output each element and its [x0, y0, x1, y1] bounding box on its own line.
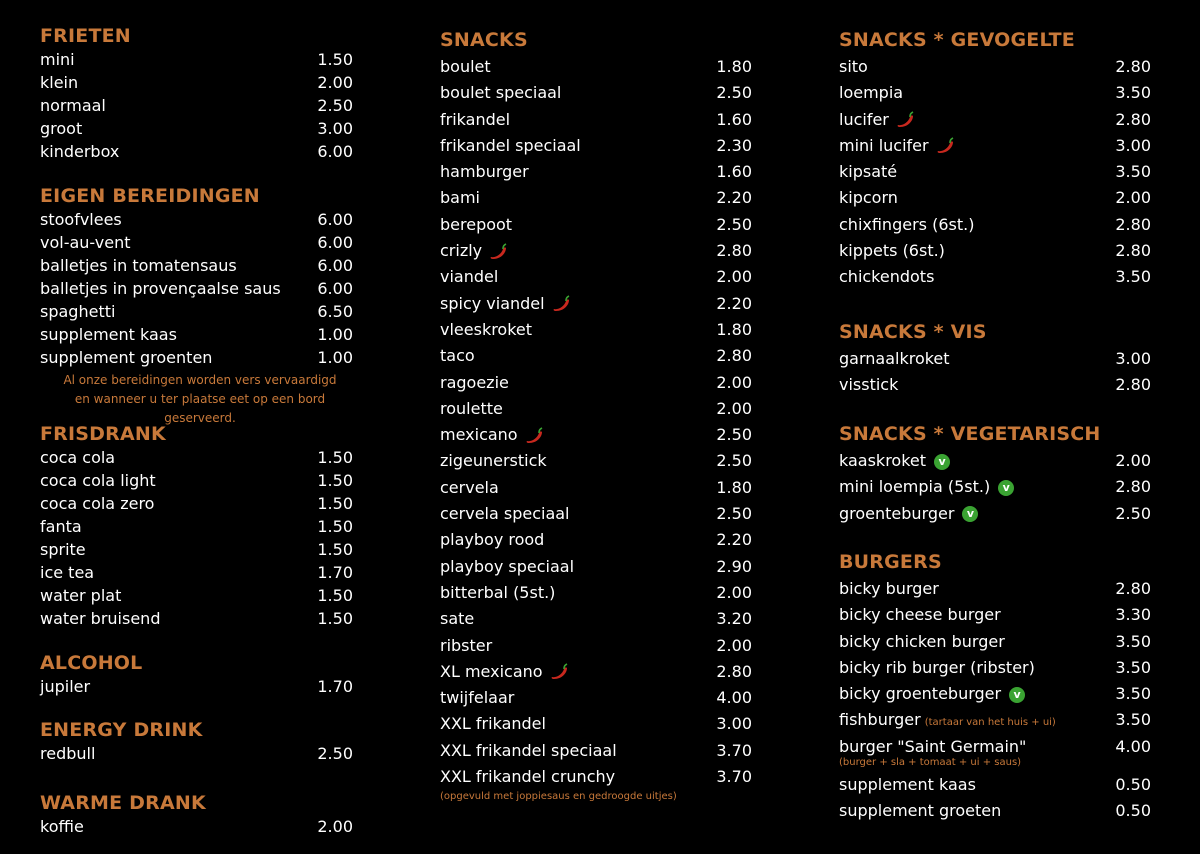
item-price: 2.00 — [716, 398, 752, 418]
menu-item — [440, 317, 760, 343]
menu-item — [40, 675, 360, 698]
menu-item — [40, 117, 360, 140]
menu-item — [40, 538, 360, 561]
item-price: 1.50 — [317, 586, 353, 605]
menu-item — [839, 346, 1159, 372]
item-price: 2.80 — [716, 661, 752, 681]
item-price: 3.30 — [1115, 605, 1151, 625]
item-subtext: (tartaar van het huis + ui) — [924, 717, 1056, 729]
item-name: cervela — [440, 477, 499, 497]
item-price: 2.50 — [716, 425, 752, 445]
section-title: WARME DRANK — [40, 792, 206, 814]
item-name: boulet speciaal — [440, 83, 562, 103]
vegetarian-icon: v — [962, 506, 978, 522]
item-name: lucifer — [839, 107, 915, 133]
item-name: bicky burger — [839, 579, 939, 598]
item-price: 3.50 — [1115, 657, 1151, 677]
menu-item — [440, 685, 760, 711]
item-name: supplement groenten — [40, 348, 213, 367]
item-price: 1.00 — [317, 348, 353, 367]
section-warme-drank — [40, 791, 360, 838]
item-name: XL mexicano — [440, 659, 569, 685]
menu-item — [839, 80, 1159, 106]
item-name: kinderbox — [40, 142, 120, 161]
item-price: 2.00 — [1115, 451, 1151, 470]
item-price: 3.50 — [1115, 83, 1151, 103]
item-name: crizly — [440, 238, 508, 264]
menu-item — [839, 602, 1159, 628]
item-name: roulette — [440, 398, 503, 418]
item-name: balletjes in provençaalse saus — [40, 279, 281, 298]
section-title: ALCOHOL — [40, 652, 143, 674]
menu-item — [839, 655, 1159, 681]
menu-item — [440, 764, 760, 790]
section-title: SNACKS * VIS — [839, 321, 987, 343]
item-name: twijfelaar — [440, 688, 515, 708]
section-snacks-gevogelte — [839, 28, 1159, 291]
item-price: 2.00 — [1115, 188, 1151, 208]
item-name: klein — [40, 73, 79, 92]
item-name: kippets (6st.) — [839, 241, 945, 261]
menu-item — [440, 264, 760, 290]
menu-item — [440, 554, 760, 580]
menu-item — [839, 576, 1159, 602]
item-name: frikandel — [440, 109, 511, 129]
menu-item — [440, 396, 760, 422]
item-name: bicky rib burger (ribster) — [839, 657, 1035, 677]
item-name: mini — [40, 50, 75, 69]
menu-item — [440, 370, 760, 396]
item-name: chixfingers (6st.) — [839, 214, 975, 234]
menu-item — [440, 527, 760, 553]
menu-item — [40, 277, 360, 300]
item-price: 1.60 — [716, 109, 752, 129]
item-price: 6.00 — [317, 142, 353, 161]
item-price: 6.00 — [317, 256, 353, 275]
section-title: FRISDRANK — [40, 423, 166, 445]
item-name: frikandel speciaal — [440, 135, 581, 155]
item-price: 2.00 — [716, 582, 752, 602]
section-alcohol — [40, 651, 360, 698]
menu-item — [839, 133, 1159, 159]
vegetarian-icon: v — [1009, 687, 1025, 703]
item-name: groenteburger v — [839, 501, 978, 527]
menu-item — [40, 300, 360, 323]
section-title: SNACKS * GEVOGELTE — [839, 29, 1075, 51]
menu-item — [839, 501, 1159, 527]
chili-pepper-icon — [488, 243, 508, 261]
menu-item — [40, 231, 360, 254]
section-frieten — [40, 24, 360, 163]
item-name: ragoezie — [440, 372, 509, 392]
item-name: playboy rood — [440, 530, 545, 550]
menu-item — [839, 159, 1159, 185]
vegetarian-icon: v — [998, 480, 1014, 496]
item-price: 3.00 — [1115, 349, 1151, 368]
item-name: viandel — [440, 267, 499, 287]
chili-pepper-icon — [551, 295, 571, 313]
item-name: garnaalkroket — [839, 349, 950, 368]
section-title: SNACKS * VEGETARISCH — [839, 423, 1101, 445]
item-name: supplement kaas — [839, 775, 976, 795]
item-name: coca cola zero — [40, 494, 155, 513]
section-snacks — [440, 28, 760, 804]
menu-item — [839, 264, 1159, 290]
menu-item — [440, 711, 760, 737]
item-price: 2.80 — [716, 346, 752, 366]
menu-item — [839, 772, 1159, 798]
item-price: 2.80 — [1115, 214, 1151, 234]
item-name: koffie — [40, 817, 84, 836]
menu-item — [440, 343, 760, 369]
item-price: 2.80 — [1115, 579, 1151, 598]
item-price: 2.80 — [1115, 57, 1151, 76]
section-title: ENERGY DRINK — [40, 719, 203, 741]
menu-item — [440, 501, 760, 527]
menu-item — [839, 734, 1159, 760]
item-name: supplement kaas — [40, 325, 177, 344]
item-name: cervela speciaal — [440, 504, 570, 524]
item-price: 3.00 — [716, 714, 752, 734]
menu-item — [839, 107, 1159, 133]
item-price: 3.00 — [1115, 135, 1151, 155]
item-price: 2.90 — [716, 556, 752, 576]
menu-item — [440, 80, 760, 106]
item-price: 1.80 — [716, 57, 752, 76]
section-frisdrank — [40, 422, 360, 630]
item-price: 1.80 — [716, 477, 752, 497]
item-price: 2.50 — [716, 451, 752, 471]
item-name: hamburger — [440, 162, 529, 182]
menu-item — [440, 475, 760, 501]
menu-item — [839, 54, 1159, 80]
item-name: boulet — [440, 57, 491, 76]
item-name: kaaskroket v — [839, 448, 950, 474]
menu-item — [440, 238, 760, 264]
item-price: 2.30 — [716, 135, 752, 155]
item-price: 4.00 — [716, 688, 752, 708]
menu-item — [40, 254, 360, 277]
item-price: 2.20 — [716, 188, 752, 208]
item-price: 1.80 — [716, 319, 752, 339]
section-burgers — [839, 550, 1159, 825]
item-name: bicky cheese burger — [839, 605, 1001, 625]
item-price: 6.00 — [317, 210, 353, 229]
item-price: 1.50 — [317, 50, 353, 69]
menu-item — [40, 584, 360, 607]
item-name: fishburger (tartaar van het huis + ui) — [839, 710, 1056, 730]
item-price: 1.60 — [716, 162, 752, 182]
chili-pepper-icon — [895, 111, 915, 129]
menu-item — [40, 469, 360, 492]
item-price: 2.80 — [1115, 241, 1151, 261]
item-name: fanta — [40, 517, 82, 536]
section-title: BURGERS — [839, 551, 942, 573]
menu-item — [440, 738, 760, 764]
menu-item — [839, 681, 1159, 707]
item-price: 1.50 — [317, 494, 353, 513]
item-name: ribster — [440, 635, 493, 655]
item-price: 2.00 — [716, 372, 752, 392]
menu-item — [440, 606, 760, 632]
menu-item — [440, 633, 760, 659]
item-name: playboy speciaal — [440, 556, 575, 576]
item-name: sate — [440, 609, 475, 629]
item-price: 2.00 — [716, 267, 752, 287]
item-price: 2.80 — [1115, 109, 1151, 129]
menu-item — [440, 659, 760, 685]
item-price: 2.80 — [1115, 477, 1151, 497]
menu-item — [40, 742, 360, 765]
item-name: bitterbal (5st.) — [440, 582, 556, 602]
item-name: bicky groenteburger v — [839, 681, 1025, 707]
menu-item — [839, 629, 1159, 655]
section-energy-drink — [40, 718, 360, 765]
item-price: 2.80 — [716, 241, 752, 261]
item-name: bicky chicken burger — [839, 631, 1005, 651]
item-price: 3.20 — [716, 609, 752, 629]
menu-item — [839, 372, 1159, 398]
section-snacks-vis — [839, 320, 1159, 399]
item-price: 2.00 — [317, 73, 353, 92]
section-title: SNACKS — [440, 29, 528, 51]
item-name: groot — [40, 119, 83, 138]
item-name: berepoot — [440, 214, 513, 234]
item-price: 3.50 — [1115, 631, 1151, 651]
item-price: 2.50 — [716, 83, 752, 103]
menu-item — [40, 140, 360, 163]
item-price: 1.70 — [317, 563, 353, 582]
section-eigen-bereidingen — [40, 184, 360, 428]
menu-item — [839, 474, 1159, 500]
item-price: 1.50 — [317, 609, 353, 628]
item-name: jupiler — [40, 677, 91, 696]
menu-item — [440, 291, 760, 317]
menu-item — [440, 448, 760, 474]
menu-item — [40, 48, 360, 71]
item-name: XXL frikandel crunchy — [440, 767, 616, 787]
item-name: redbull — [40, 744, 96, 763]
item-name: XXL frikandel speciaal — [440, 740, 617, 760]
item-name: taco — [440, 346, 475, 366]
item-name: loempia — [839, 83, 904, 103]
item-name: water bruisend — [40, 609, 161, 628]
item-price: 1.70 — [317, 677, 353, 696]
item-name: spaghetti — [40, 302, 116, 321]
item-price: 1.50 — [317, 448, 353, 467]
item-name: mini loempia (5st.) v — [839, 474, 1014, 500]
item-price: 2.20 — [716, 293, 752, 313]
menu-item — [839, 707, 1159, 733]
menu-item — [40, 815, 360, 838]
vegetarian-icon: v — [934, 454, 950, 470]
section-title: EIGEN BEREIDINGEN — [40, 185, 260, 207]
item-price: 0.50 — [1115, 775, 1151, 795]
preparation-note: Al onze bereidingen worden vers vervaardigd en wanneer u ter plaatse eet op een bord geserveerd. — [63, 373, 337, 425]
item-price: 2.50 — [1115, 503, 1151, 523]
item-name: kipsaté — [839, 162, 898, 182]
item-name: coca cola — [40, 448, 116, 467]
crunchy-note: (opgevuld met joppiesaus en gedroogde uitjes) — [440, 791, 677, 803]
item-price: 2.20 — [716, 530, 752, 550]
menu-item — [839, 448, 1159, 474]
item-price: 2.00 — [716, 635, 752, 655]
item-price: 6.00 — [317, 233, 353, 252]
item-name: vol-au-vent — [40, 233, 131, 252]
item-price: 1.50 — [317, 540, 353, 559]
item-price: 3.00 — [317, 119, 353, 138]
menu-item — [40, 94, 360, 117]
item-price: 3.50 — [1115, 684, 1151, 704]
item-price: 0.50 — [1115, 801, 1151, 821]
item-name: normaal — [40, 96, 106, 115]
item-price: 1.50 — [317, 471, 353, 490]
item-name: spicy viandel — [440, 291, 571, 317]
chili-pepper-icon — [524, 427, 544, 445]
item-price: 6.00 — [317, 279, 353, 298]
item-name: XXL frikandel — [440, 714, 546, 734]
menu-item — [839, 798, 1159, 824]
item-price: 3.70 — [716, 767, 752, 787]
item-name: mini lucifer — [839, 133, 955, 159]
menu-item — [839, 185, 1159, 211]
item-price: 2.50 — [317, 96, 353, 115]
item-price: 2.50 — [716, 214, 752, 234]
item-price: 2.80 — [1115, 375, 1151, 395]
menu-item — [440, 212, 760, 238]
menu-item — [40, 323, 360, 346]
menu-item — [440, 159, 760, 185]
item-price: 4.00 — [1115, 736, 1151, 756]
item-name: sprite — [40, 540, 86, 559]
item-price: 1.00 — [317, 325, 353, 344]
section-title: FRIETEN — [40, 25, 131, 47]
item-name: visstick — [839, 375, 899, 395]
item-name: coca cola light — [40, 471, 156, 490]
item-name: kipcorn — [839, 188, 898, 208]
menu-item — [40, 515, 360, 538]
item-name: sito — [839, 57, 868, 76]
item-name: vleeskroket — [440, 319, 533, 339]
item-name: bami — [440, 188, 480, 208]
menu-item — [40, 607, 360, 630]
item-name: mexicano — [440, 422, 544, 448]
menu-item — [40, 71, 360, 94]
item-price: 2.00 — [317, 817, 353, 836]
menu-item — [40, 446, 360, 469]
menu-item — [40, 561, 360, 584]
item-name: zigeunerstick — [440, 451, 547, 471]
chili-pepper-icon — [935, 137, 955, 155]
menu-item — [440, 422, 760, 448]
menu-item — [40, 492, 360, 515]
menu-item — [40, 208, 360, 231]
menu-item — [440, 580, 760, 606]
menu-item — [40, 346, 360, 369]
item-name: water plat — [40, 586, 122, 605]
item-price: 2.50 — [716, 504, 752, 524]
item-price: 3.70 — [716, 740, 752, 760]
item-name: balletjes in tomatensaus — [40, 256, 237, 275]
item-price: 1.50 — [317, 517, 353, 536]
saint-germain-note: (burger + sla + tomaat + ui + saus) — [839, 757, 1022, 769]
item-price: 3.50 — [1115, 162, 1151, 182]
item-name: burger "Saint Germain" — [839, 736, 1027, 756]
section-snacks-vegetarisch — [839, 422, 1159, 527]
menu-item — [839, 212, 1159, 238]
menu-item — [440, 54, 760, 80]
menu-item — [440, 107, 760, 133]
item-price: 6.50 — [317, 302, 353, 321]
menu-item — [839, 238, 1159, 264]
menu-item — [440, 133, 760, 159]
chili-pepper-icon — [549, 663, 569, 681]
menu-item — [440, 185, 760, 211]
item-name: stoofvlees — [40, 210, 122, 229]
item-price: 2.50 — [317, 744, 353, 763]
item-name: ice tea — [40, 563, 95, 582]
item-price: 3.50 — [1115, 710, 1151, 730]
item-name: chickendots — [839, 267, 935, 287]
item-name: supplement groeten — [839, 801, 1002, 821]
item-price: 3.50 — [1115, 267, 1151, 287]
